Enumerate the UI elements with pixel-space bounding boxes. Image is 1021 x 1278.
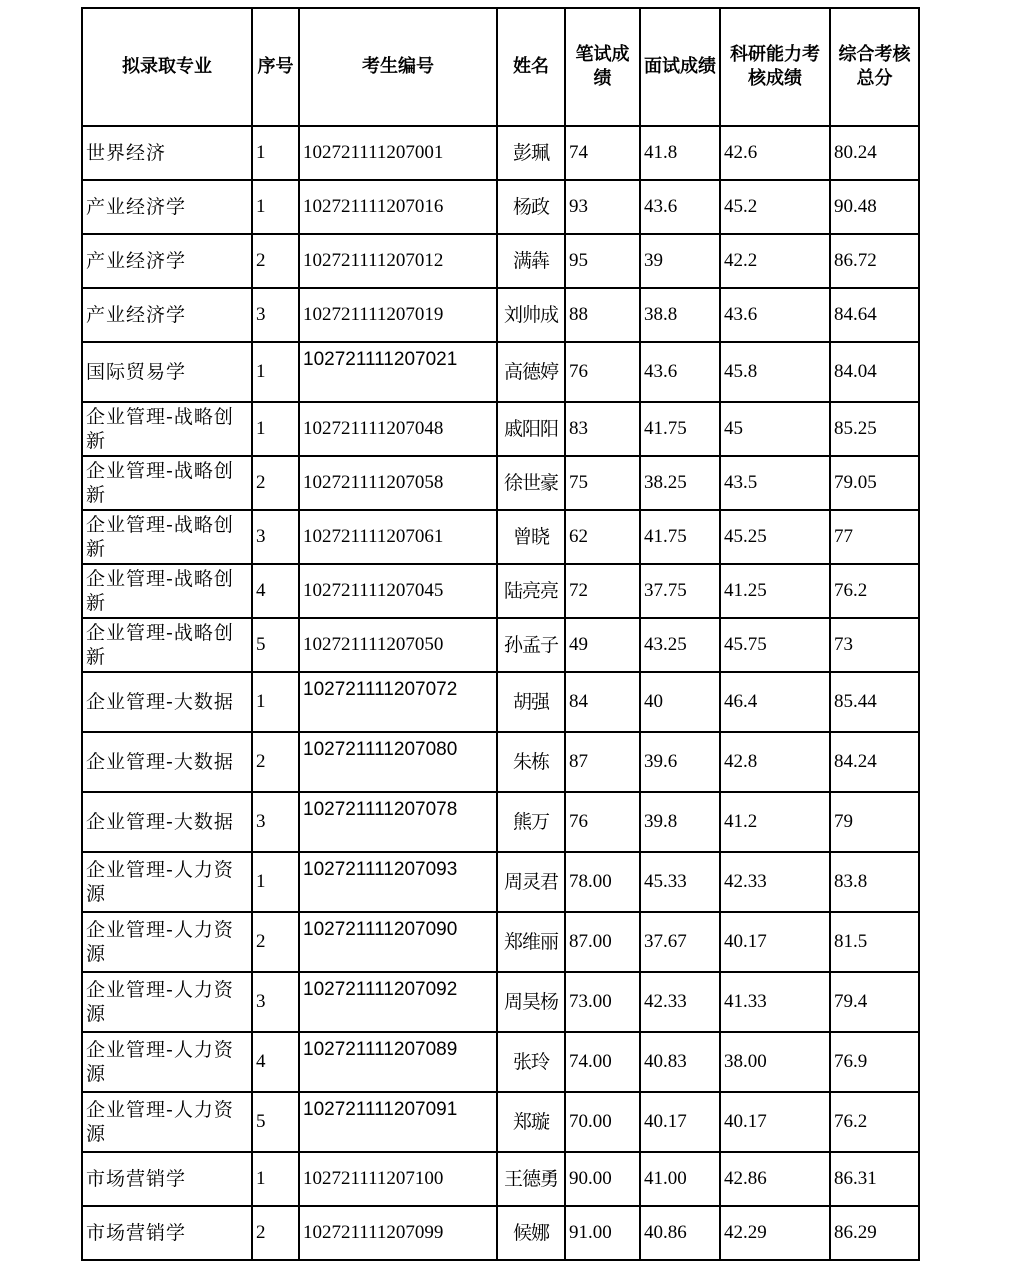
cell-major: 企业管理-大数据	[82, 672, 252, 732]
header-research: 科研能力考核成绩	[720, 8, 830, 126]
cell-seq: 2	[252, 1206, 299, 1260]
table-row	[82, 564, 919, 618]
cell-interview: 43.6	[640, 180, 720, 234]
cell-interview: 41.75	[640, 402, 720, 456]
cell-seq: 1	[252, 852, 299, 912]
header-row	[82, 8, 919, 126]
cell-id: 102721111207089	[299, 1032, 497, 1092]
cell-interview: 39.6	[640, 732, 720, 792]
cell-research: 40.17	[720, 912, 830, 972]
cell-written: 87	[565, 732, 640, 792]
cell-research: 45.2	[720, 180, 830, 234]
cell-major: 产业经济学	[82, 288, 252, 342]
cell-major: 产业经济学	[82, 234, 252, 288]
cell-major: 企业管理-战略创新	[82, 618, 252, 672]
cell-total: 83.8	[830, 852, 919, 912]
cell-interview: 37.67	[640, 912, 720, 972]
cell-written: 95	[565, 234, 640, 288]
cell-total: 86.72	[830, 234, 919, 288]
cell-major: 企业管理-战略创新	[82, 510, 252, 564]
cell-written: 87.00	[565, 912, 640, 972]
table-row	[82, 672, 919, 732]
cell-id: 102721111207050	[299, 618, 497, 672]
cell-research: 38.00	[720, 1032, 830, 1092]
cell-written: 49	[565, 618, 640, 672]
cell-interview: 42.33	[640, 972, 720, 1032]
cell-written: 75	[565, 456, 640, 510]
cell-written: 72	[565, 564, 640, 618]
cell-name: 刘帅成	[497, 288, 565, 342]
table-row	[82, 1032, 919, 1092]
cell-seq: 2	[252, 456, 299, 510]
cell-major: 企业管理-战略创新	[82, 564, 252, 618]
cell-total: 85.25	[830, 402, 919, 456]
cell-name: 杨政	[497, 180, 565, 234]
cell-major: 企业管理-大数据	[82, 732, 252, 792]
header-id: 考生编号	[299, 8, 497, 126]
cell-name: 张玲	[497, 1032, 565, 1092]
cell-seq: 3	[252, 288, 299, 342]
cell-id: 102721111207001	[299, 126, 497, 180]
cell-total: 84.04	[830, 342, 919, 402]
cell-seq: 1	[252, 180, 299, 234]
cell-research: 42.29	[720, 1206, 830, 1260]
cell-research: 42.6	[720, 126, 830, 180]
cell-seq: 5	[252, 1092, 299, 1152]
cell-total: 76.9	[830, 1032, 919, 1092]
cell-id: 102721111207080	[299, 732, 497, 792]
cell-total: 86.29	[830, 1206, 919, 1260]
cell-total: 79	[830, 792, 919, 852]
cell-seq: 1	[252, 126, 299, 180]
cell-name: 孙孟子	[497, 618, 565, 672]
cell-name: 陆亮亮	[497, 564, 565, 618]
table-row	[82, 912, 919, 972]
cell-name: 彭珮	[497, 126, 565, 180]
cell-name: 熊万	[497, 792, 565, 852]
cell-seq: 3	[252, 972, 299, 1032]
cell-major: 市场营销学	[82, 1206, 252, 1260]
cell-id: 102721111207092	[299, 972, 497, 1032]
cell-research: 42.8	[720, 732, 830, 792]
cell-id: 102721111207091	[299, 1092, 497, 1152]
cell-total: 76.2	[830, 564, 919, 618]
cell-id: 102721111207019	[299, 288, 497, 342]
table-row	[82, 852, 919, 912]
cell-research: 46.4	[720, 672, 830, 732]
table-row	[82, 456, 919, 510]
cell-research: 41.2	[720, 792, 830, 852]
table-row	[82, 1092, 919, 1152]
cell-name: 戚阳阳	[497, 402, 565, 456]
table-row	[82, 126, 919, 180]
cell-id: 102721111207072	[299, 672, 497, 732]
cell-research: 45.8	[720, 342, 830, 402]
cell-name: 曾晓	[497, 510, 565, 564]
cell-seq: 4	[252, 1032, 299, 1092]
cell-interview: 43.6	[640, 342, 720, 402]
cell-written: 62	[565, 510, 640, 564]
cell-seq: 4	[252, 564, 299, 618]
cell-research: 45.25	[720, 510, 830, 564]
cell-major: 市场营销学	[82, 1152, 252, 1206]
cell-interview: 41.00	[640, 1152, 720, 1206]
cell-id: 102721111207100	[299, 1152, 497, 1206]
cell-written: 78.00	[565, 852, 640, 912]
table-row	[82, 342, 919, 402]
table-row	[82, 1206, 919, 1260]
cell-name: 郑璇	[497, 1092, 565, 1152]
header-total: 综合考核总分	[830, 8, 919, 126]
cell-major: 国际贸易学	[82, 342, 252, 402]
header-written: 笔试成绩	[565, 8, 640, 126]
cell-written: 84	[565, 672, 640, 732]
cell-name: 高德婷	[497, 342, 565, 402]
cell-major: 企业管理-战略创新	[82, 456, 252, 510]
table-row	[82, 618, 919, 672]
table-row	[82, 288, 919, 342]
cell-seq: 1	[252, 402, 299, 456]
cell-interview: 43.25	[640, 618, 720, 672]
cell-id: 102721111207012	[299, 234, 497, 288]
cell-name: 郑维丽	[497, 912, 565, 972]
cell-interview: 40.17	[640, 1092, 720, 1152]
cell-id: 102721111207090	[299, 912, 497, 972]
cell-seq: 2	[252, 234, 299, 288]
cell-id: 102721111207099	[299, 1206, 497, 1260]
cell-research: 41.25	[720, 564, 830, 618]
table-row	[82, 234, 919, 288]
cell-total: 85.44	[830, 672, 919, 732]
cell-research: 43.6	[720, 288, 830, 342]
cell-name: 周昊杨	[497, 972, 565, 1032]
cell-name: 胡强	[497, 672, 565, 732]
cell-seq: 2	[252, 732, 299, 792]
cell-seq: 5	[252, 618, 299, 672]
cell-research: 45.75	[720, 618, 830, 672]
cell-total: 76.2	[830, 1092, 919, 1152]
cell-total: 77	[830, 510, 919, 564]
cell-research: 42.86	[720, 1152, 830, 1206]
cell-major: 企业管理-人力资源	[82, 972, 252, 1032]
cell-interview: 45.33	[640, 852, 720, 912]
cell-major: 企业管理-人力资源	[82, 912, 252, 972]
cell-research: 41.33	[720, 972, 830, 1032]
header-interview: 面试成绩	[640, 8, 720, 126]
cell-id: 102721111207058	[299, 456, 497, 510]
cell-major: 企业管理-人力资源	[82, 852, 252, 912]
cell-total: 86.31	[830, 1152, 919, 1206]
table-row	[82, 1152, 919, 1206]
cell-seq: 1	[252, 342, 299, 402]
cell-name: 王德勇	[497, 1152, 565, 1206]
cell-interview: 37.75	[640, 564, 720, 618]
cell-research: 43.5	[720, 456, 830, 510]
cell-name: 候娜	[497, 1206, 565, 1260]
cell-seq: 1	[252, 1152, 299, 1206]
cell-interview: 41.8	[640, 126, 720, 180]
cell-written: 76	[565, 342, 640, 402]
cell-research: 40.17	[720, 1092, 830, 1152]
cell-total: 73	[830, 618, 919, 672]
cell-interview: 39.8	[640, 792, 720, 852]
cell-major: 产业经济学	[82, 180, 252, 234]
cell-total: 90.48	[830, 180, 919, 234]
cell-id: 102721111207078	[299, 792, 497, 852]
cell-written: 73.00	[565, 972, 640, 1032]
cell-interview: 39	[640, 234, 720, 288]
cell-written: 90.00	[565, 1152, 640, 1206]
cell-written: 88	[565, 288, 640, 342]
cell-written: 76	[565, 792, 640, 852]
cell-total: 84.64	[830, 288, 919, 342]
cell-research: 42.2	[720, 234, 830, 288]
header-seq: 序号	[252, 8, 299, 126]
cell-written: 91.00	[565, 1206, 640, 1260]
cell-major: 企业管理-人力资源	[82, 1032, 252, 1092]
cell-interview: 38.8	[640, 288, 720, 342]
cell-seq: 2	[252, 912, 299, 972]
cell-total: 79.05	[830, 456, 919, 510]
cell-seq: 3	[252, 792, 299, 852]
cell-research: 42.33	[720, 852, 830, 912]
admission-table	[81, 7, 920, 1261]
cell-interview: 40.86	[640, 1206, 720, 1260]
cell-total: 84.24	[830, 732, 919, 792]
cell-id: 102721111207093	[299, 852, 497, 912]
cell-interview: 40	[640, 672, 720, 732]
cell-research: 45	[720, 402, 830, 456]
cell-written: 83	[565, 402, 640, 456]
cell-written: 74.00	[565, 1032, 640, 1092]
cell-seq: 1	[252, 672, 299, 732]
cell-name: 朱栋	[497, 732, 565, 792]
cell-name: 徐世豪	[497, 456, 565, 510]
cell-major: 企业管理-战略创新	[82, 402, 252, 456]
cell-major: 企业管理-人力资源	[82, 1092, 252, 1152]
table-row	[82, 732, 919, 792]
table-row	[82, 180, 919, 234]
cell-major: 世界经济	[82, 126, 252, 180]
cell-total: 80.24	[830, 126, 919, 180]
header-name: 姓名	[497, 8, 565, 126]
cell-interview: 38.25	[640, 456, 720, 510]
header-major: 拟录取专业	[82, 8, 252, 126]
cell-id: 102721111207061	[299, 510, 497, 564]
table-row	[82, 510, 919, 564]
cell-major: 企业管理-大数据	[82, 792, 252, 852]
cell-interview: 41.75	[640, 510, 720, 564]
cell-total: 79.4	[830, 972, 919, 1032]
table-row	[82, 792, 919, 852]
cell-total: 81.5	[830, 912, 919, 972]
cell-id: 102721111207021	[299, 342, 497, 402]
cell-written: 74	[565, 126, 640, 180]
cell-name: 周灵君	[497, 852, 565, 912]
cell-id: 102721111207016	[299, 180, 497, 234]
cell-name: 满犇	[497, 234, 565, 288]
cell-interview: 40.83	[640, 1032, 720, 1092]
table-row	[82, 972, 919, 1032]
cell-written: 70.00	[565, 1092, 640, 1152]
cell-id: 102721111207048	[299, 402, 497, 456]
cell-id: 102721111207045	[299, 564, 497, 618]
cell-seq: 3	[252, 510, 299, 564]
table-row	[82, 402, 919, 456]
cell-written: 93	[565, 180, 640, 234]
